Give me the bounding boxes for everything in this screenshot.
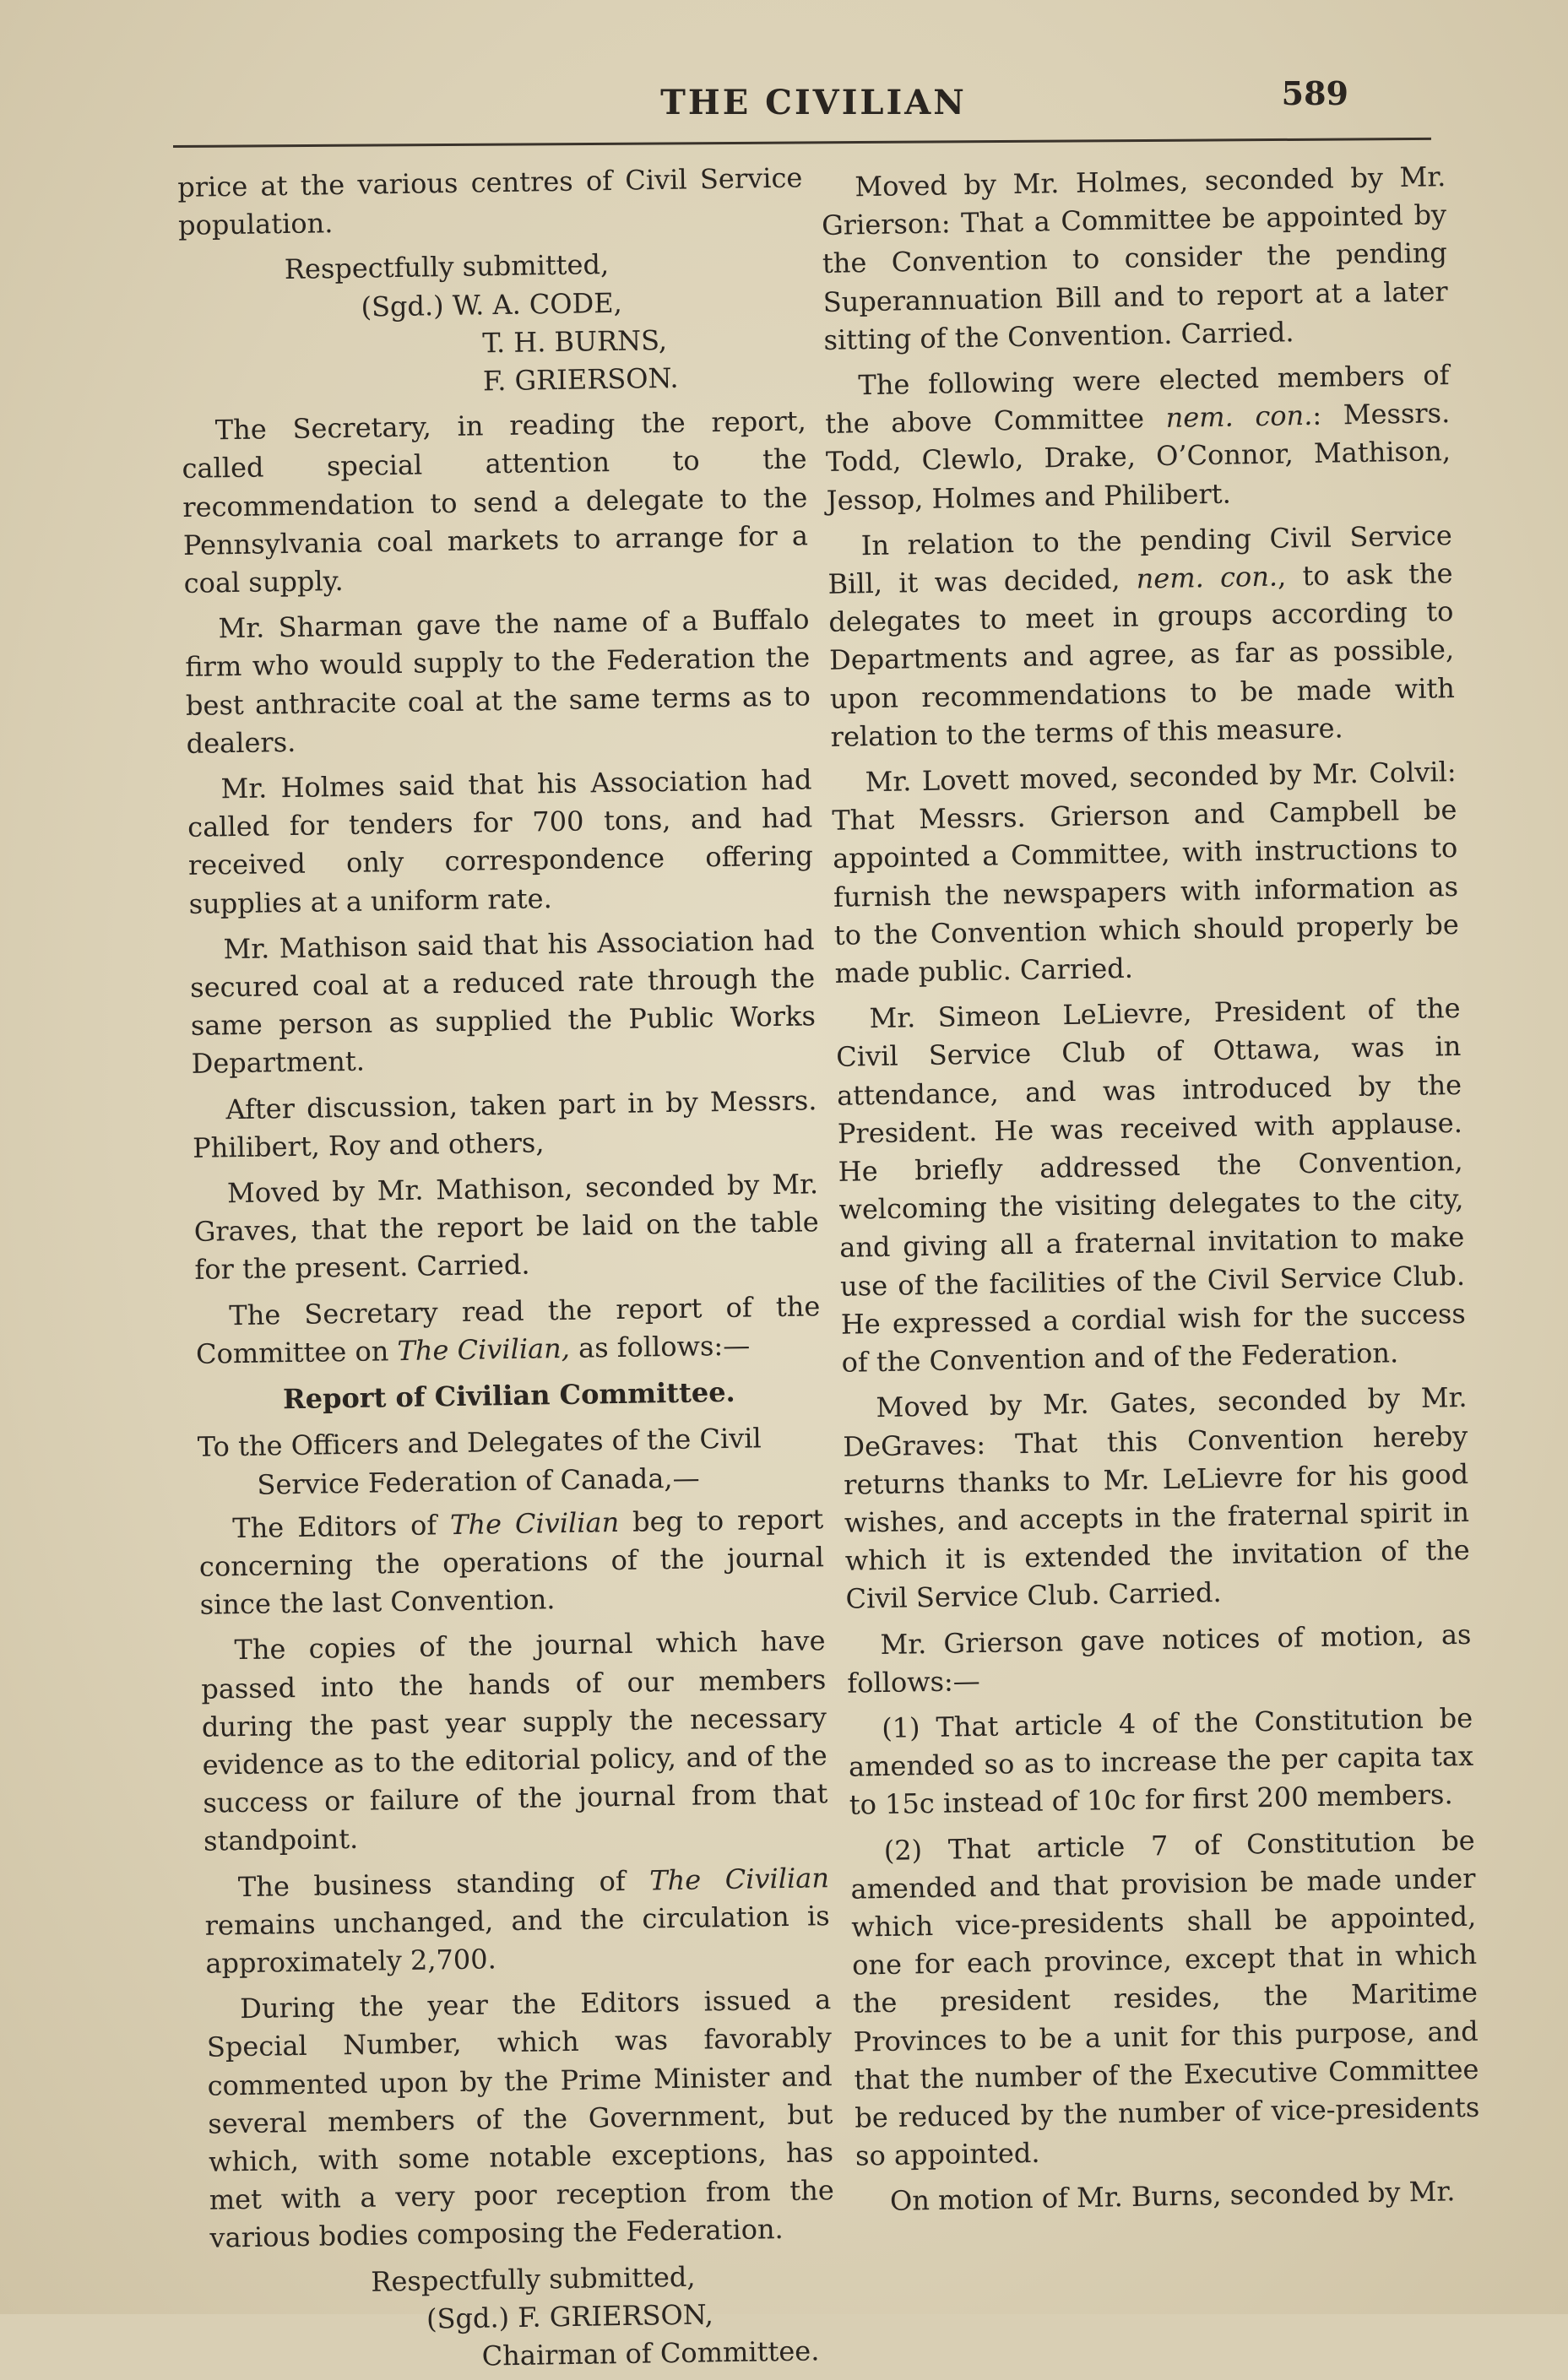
paragraph: (1) That article 4 of the Constitution be amended so as to increase the per capita tax to 15c instead of 10c for first 200 members.	[848, 1701, 1474, 1822]
paragraph: Mr. Simeon LeLievre, President of the Civil Service Club of Ottawa, was in attendance, and was introduced by the President. He was received with applause. He briefly addressed the Convention, welcoming the visiting delegates to the city, and giving all a fraternal invitation to make use of the facilities of the Civil Service Club. He expressed a cordial wish for the success of the Convention and of the Federation.	[836, 992, 1467, 1379]
paragraph: Mr. Sharman gave the name of a Buffalo firm who would supply to the Federation the best anthracite coal at the same terms as to dealers.	[184, 603, 811, 760]
signature-name: F. GRIERSON.	[482, 361, 679, 398]
signature-respectfully: Respectfully submitted,	[371, 2260, 696, 2298]
header-rule	[173, 138, 1431, 148]
paragraph: price at the various centres of Civil Service population.	[177, 161, 803, 242]
signature-role: Chairman of Committee.	[481, 2334, 820, 2372]
paragraph: Moved by Mr. Holmes, seconded by Mr. Grierson: That a Committee be appointed by the Convention to consider the pending Superannuation Bill and to report at a later sitting of the Convention. Carried.	[821, 160, 1448, 356]
paragraph: The following were elected members of the above Committee nem. con.: Messrs. Todd, Clewlo, Drake, O’Connor, Mathison, Jessop, Holmes and Philibert.	[824, 359, 1451, 517]
paragraph: (2) That article 7 of Constitution be amended and that provision be made under which vice-presidents shall be appointed, one for each province, except that in which the president resides, the Maritime Provinces to be a unit for this purpose, and that the number of the Executive Committee be reduced by the number of vice-presidents so appointed.	[850, 1824, 1480, 2172]
running-title: THE CIVILIAN	[660, 83, 967, 122]
right-column	[821, 158, 1481, 2229]
section-heading: Report of Civilian Committee.	[282, 1375, 735, 1416]
paragraph: On motion of Mr. Burns, seconded by Mr.	[889, 2175, 1456, 2218]
signature-name: T. H. BURNS,	[481, 323, 668, 360]
paragraph: Mr. Lovett moved, seconded by Mr. Colvil: That Messrs. Grierson and Campbell be appointed a Committee, with instructions to furnish the newspapers with information as to the Convention which should properly be made public. Carried.	[832, 756, 1460, 989]
signature-block	[179, 243, 806, 405]
signature-name: (Sgd.) F. GRIERSON,	[426, 2298, 714, 2335]
signature-respectfully: Respectfully submitted,	[284, 248, 610, 286]
paragraph: After discussion, taken part in by Messrs. Philibert, Roy and others,	[192, 1083, 817, 1164]
paragraph: Mr. Mathison said that his Association had secured coal at a reduced rate through the same person as supplied the Public Works Department.	[189, 924, 817, 1081]
paragraph: Mr. Holmes said that his Association had called for tenders for 700 tons, and had received only correspondence offering supplies at a uniform rate.	[187, 763, 814, 920]
paragraph: The Secretary read the report of the Committee on The Civilian, as follows:—	[195, 1289, 821, 1370]
paragraph: The Editors of The Civilian beg to report concerning the operations of the journal since the last Convention.	[198, 1502, 825, 1621]
left-column	[177, 159, 837, 2379]
page-number: 589	[1281, 74, 1348, 112]
paragraph: The copies of the journal which have passed into the hands of our members during the past year supply the necessary evidence as to the editorial policy, and of the success or failure of the journal from that standpoint.	[200, 1624, 828, 1858]
paragraph: During the year the Editors issued a Special Number, which was favorably commented upon by the Prime Minister and several members of the Government, but which, with some notable exceptions, has met with a very poor reception from the various bodies composing the Federation.	[206, 1983, 835, 2255]
paragraph: Mr. Grierson gave notices of motion, as follows:—	[846, 1618, 1472, 1700]
paragraph: In relation to the pending Civil Service Bill, it was decided, nem. con., to ask the delegates to meet in groups according to Departments and agree, as far as possible, upon recommendations to be made with relation to the terms of this measure.	[827, 518, 1456, 753]
signature-name: (Sgd.) W. A. CODE,	[361, 286, 623, 323]
paragraph: The Secretary, in reading the report, called special attention to the recommendation to send a delegate to the Pennsylvania coal markets to arrange for a coal supply.	[182, 404, 809, 599]
paragraph: Moved by Mr. Gates, seconded by Mr. DeGraves: That this Convention hereby returns thanks to Mr. LeLievre for his good wishes, and accepts in the fraternal spirit in which it is extended the invitation of the Civil Service Club. Carried.	[843, 1381, 1470, 1616]
address-line: To the Officers and Delegates of the Civil Service Federation of Canada,—	[197, 1422, 762, 1501]
page-header	[169, 74, 1458, 133]
signature-block	[210, 2256, 837, 2380]
paragraph: Moved by Mr. Mathison, seconded by Mr. Graves, that the report be laid on the table for the present. Carried.	[193, 1168, 819, 1287]
paragraph: The business standing of The Civilian remains unchanged, and the circulation is approximately 2,700.	[204, 1861, 830, 1980]
